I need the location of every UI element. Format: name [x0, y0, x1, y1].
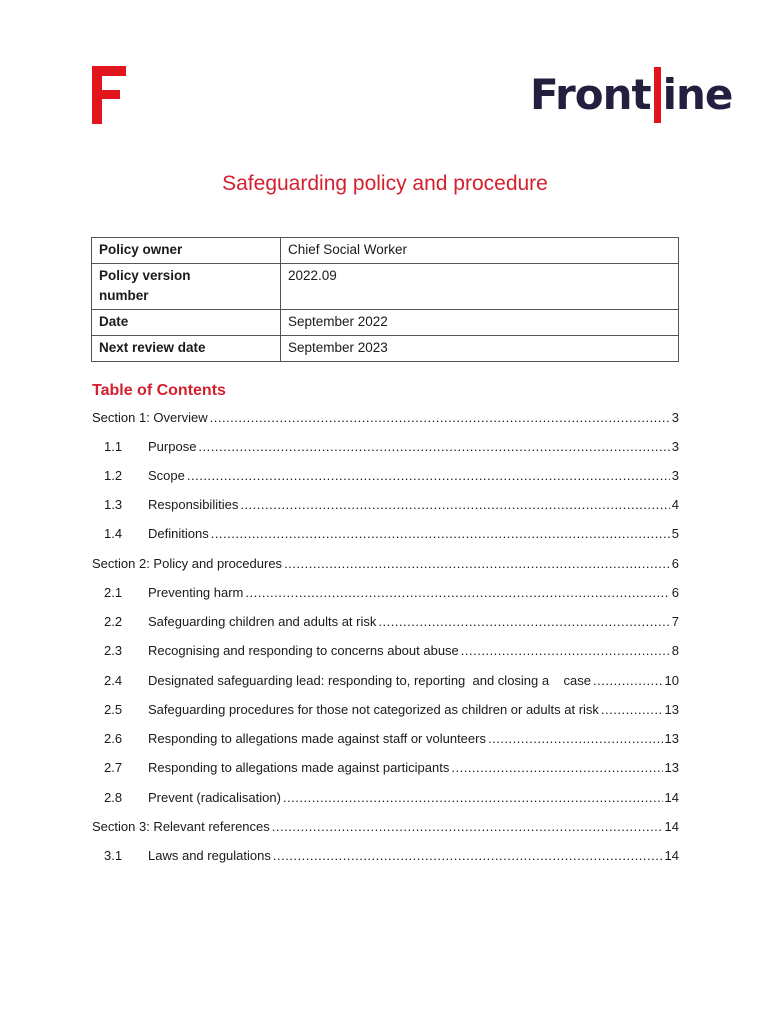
- toc-entry[interactable]: [92, 702, 679, 720]
- next-review-date-label: Next review date: [92, 336, 281, 362]
- frontline-f-logo: [92, 66, 126, 124]
- toc-leader-dots: [240, 497, 669, 512]
- logo-word-left: Front: [530, 70, 651, 119]
- toc-entry[interactable]: [92, 585, 679, 603]
- table-row: [92, 336, 679, 362]
- toc-entry-number: 3.1: [104, 848, 123, 863]
- toc-entry-number: 2.6: [104, 731, 123, 746]
- toc-entry[interactable]: [92, 497, 679, 515]
- toc-entry[interactable]: [92, 819, 679, 837]
- toc-leader-dots: [593, 673, 663, 688]
- toc-entry[interactable]: [92, 790, 679, 808]
- toc-entry-page: 8: [671, 643, 679, 658]
- toc-entry-label: Section 2: Policy and procedures: [92, 556, 283, 571]
- toc-entry-number: 2.2: [104, 614, 123, 629]
- toc-entry[interactable]: [92, 556, 679, 574]
- toc-entry-page: 13: [664, 760, 679, 775]
- toc-leader-dots: [284, 556, 670, 571]
- toc-entry-label: Responding to allegations made against participants: [148, 760, 450, 775]
- toc-entry-label: Responsibilities: [148, 497, 239, 512]
- toc-leader-dots: [272, 819, 663, 834]
- toc-entry-page: 6: [671, 556, 679, 571]
- toc-leader-dots: [488, 731, 663, 746]
- logo-word-right: ine: [662, 70, 733, 119]
- toc-entry[interactable]: [92, 468, 679, 486]
- table-row: [92, 238, 679, 264]
- toc-entry[interactable]: [92, 643, 679, 661]
- toc-leader-dots: [187, 468, 670, 483]
- toc-entry-label: Preventing harm: [148, 585, 244, 600]
- toc-entry-label: Safeguarding procedures for those not categorized as children or adults at risk: [148, 702, 599, 717]
- toc-entry-label: Prevent (radicalisation): [148, 790, 281, 805]
- policy-owner-label: Policy owner: [92, 238, 281, 264]
- toc-entry-number: 2.4: [104, 673, 123, 688]
- toc-entry-page: 3: [671, 439, 679, 454]
- toc-entry[interactable]: [92, 731, 679, 749]
- toc-entry-page: 7: [671, 614, 679, 629]
- toc-entry-number: 2.7: [104, 760, 123, 775]
- toc-heading: Table of Contents: [92, 382, 226, 399]
- toc-entry-label: Purpose: [148, 439, 197, 454]
- toc-entry-page: 14: [664, 819, 679, 834]
- logo-red-bar: [654, 67, 661, 123]
- toc-entry-page: 13: [664, 731, 679, 746]
- toc-entry-number: 2.1: [104, 585, 123, 600]
- toc-entry-page: 3: [671, 410, 679, 425]
- frontline-wordmark-logo: [530, 66, 732, 124]
- toc-entry-page: 14: [664, 848, 679, 863]
- toc-entry-number: 2.3: [104, 643, 123, 658]
- date-label: Date: [92, 310, 281, 336]
- next-review-date-value: September 2023: [281, 336, 679, 362]
- toc-entry-page: 4: [671, 497, 679, 512]
- toc-entry-label: Designated safeguarding lead: responding to, reporting and closing a case: [148, 673, 592, 688]
- toc-leader-dots: [211, 526, 670, 541]
- toc-leader-dots: [198, 439, 669, 454]
- toc-leader-dots: [461, 643, 670, 658]
- policy-version-label: Policy version number: [92, 264, 281, 310]
- toc-leader-dots: [451, 760, 662, 775]
- toc-entry-number: 2.5: [104, 702, 123, 717]
- toc-entry-number: 1.3: [104, 497, 123, 512]
- toc-entry-page: 6: [671, 585, 679, 600]
- policy-version-value: 2022.09: [281, 264, 679, 310]
- policy-owner-value: Chief Social Worker: [281, 238, 679, 264]
- toc-entry-page: 3: [671, 468, 679, 483]
- policy-info-table: [91, 237, 679, 362]
- toc-entry-page: 14: [664, 790, 679, 805]
- toc-entry-label: Laws and regulations: [148, 848, 271, 863]
- toc-entry-label: Responding to allegations made against staff or volunteers: [148, 731, 486, 746]
- toc-entry-label: Section 3: Relevant references: [92, 819, 270, 834]
- toc-entry-page: 10: [664, 673, 679, 688]
- toc-entry-page: 5: [671, 526, 679, 541]
- toc-leader-dots: [601, 702, 663, 717]
- toc-entry-label: Definitions: [148, 526, 209, 541]
- toc-leader-dots: [273, 848, 663, 863]
- toc-entry-number: 1.2: [104, 468, 123, 483]
- toc-entry[interactable]: [92, 673, 679, 691]
- toc-entry-label: Scope: [148, 468, 185, 483]
- toc-leader-dots: [245, 585, 669, 600]
- date-value: September 2022: [281, 310, 679, 336]
- document-title: Safeguarding policy and procedure: [222, 172, 548, 195]
- toc-entry[interactable]: [92, 848, 679, 866]
- toc-entry-label: Section 1: Overview: [92, 410, 208, 425]
- table-row: [92, 264, 679, 310]
- toc-entry[interactable]: [92, 410, 679, 428]
- toc-entry-label: Recognising and responding to concerns about abuse: [148, 643, 459, 658]
- toc-leader-dots: [283, 790, 663, 805]
- toc-entry[interactable]: [92, 439, 679, 457]
- toc-entry[interactable]: [92, 760, 679, 778]
- toc-leader-dots: [378, 614, 669, 629]
- toc-entry[interactable]: [92, 614, 679, 632]
- toc-entry-number: 1.4: [104, 526, 123, 541]
- toc-leader-dots: [210, 410, 670, 425]
- table-row: [92, 310, 679, 336]
- toc-entry-number: 2.8: [104, 790, 123, 805]
- toc-entry-page: 13: [664, 702, 679, 717]
- toc-entry[interactable]: [92, 526, 679, 544]
- toc-entry-number: 1.1: [104, 439, 123, 454]
- toc-entry-label: Safeguarding children and adults at risk: [148, 614, 377, 629]
